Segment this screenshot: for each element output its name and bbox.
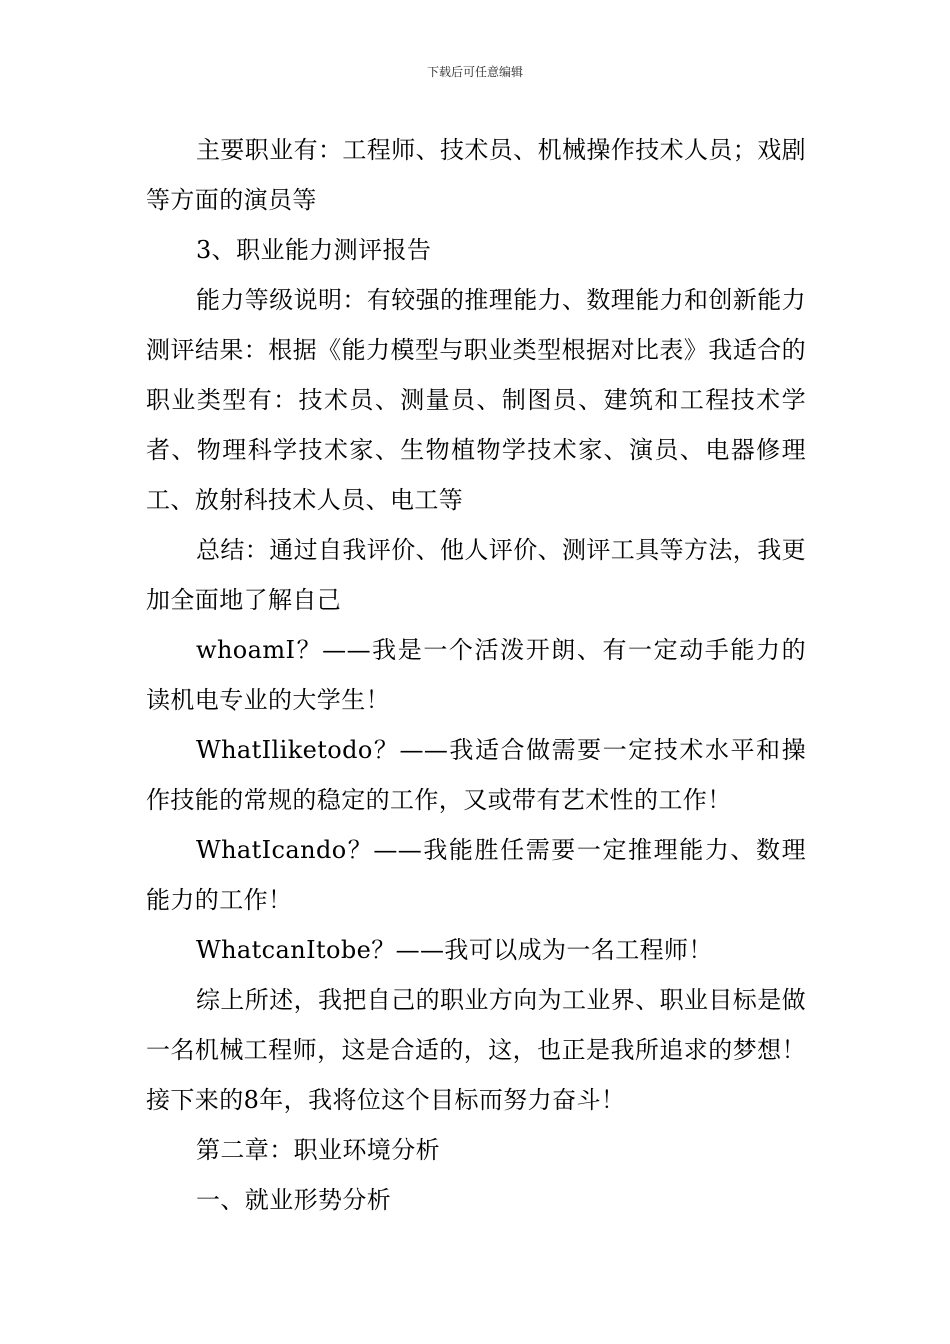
page-header: 下载后可任意编辑 bbox=[426, 65, 523, 79]
paragraph-what-i-like: WhatIliketodo？——我适合做需要一定技术水平和操作技能的常规的稳定的工作，又或带有艺术性的工作！ bbox=[146, 736, 806, 814]
section-heading-employment: 一、就业形势分析 bbox=[196, 1186, 392, 1214]
paragraph-who-am-i: whoamI？——我是一个活泼开朗、有一定动手能力的读机电专业的大学生！ bbox=[146, 636, 806, 714]
paragraph-what-can-i-be: WhatcanItobe？——我可以成为一名工程师！ bbox=[196, 936, 713, 964]
paragraph-conclusion: 综上所述，我把自己的职业方向为工业界、职业目标是做一名机械工程师，这是合适的，这，也正是我所追求的梦想！接下来的8年，我将位这个目标而努力奋斗！ bbox=[146, 986, 806, 1114]
paragraph-main-careers: 主要职业有：工程师、技术员、机械操作技术人员；戏剧等方面的演员等 bbox=[146, 136, 806, 214]
paragraph-summary: 总结：通过自我评价、他人评价、测评工具等方法，我更加全面地了解自己 bbox=[146, 536, 806, 614]
chapter-heading-environment: 第二章：职业环境分析 bbox=[196, 1136, 440, 1164]
paragraph-ability-levels: 能力等级说明：有较强的推理能力、数理能力和创新能力测评结果：根据《能力模型与职业类型根据对比表》我适合的职业类型有：技术员、测量员、制图员、建筑和工程技术学者、物理科学技术家、生物植物学技术家、演员、电器修理工、放射科技术人员、电工等 bbox=[146, 286, 806, 514]
paragraph-what-i-can-do: WhatIcando？——我能胜任需要一定推理能力、数理能力的工作！ bbox=[146, 836, 806, 914]
section-heading-ability-report: 3、职业能力测评报告 bbox=[196, 236, 432, 264]
document-body bbox=[146, 125, 806, 1225]
